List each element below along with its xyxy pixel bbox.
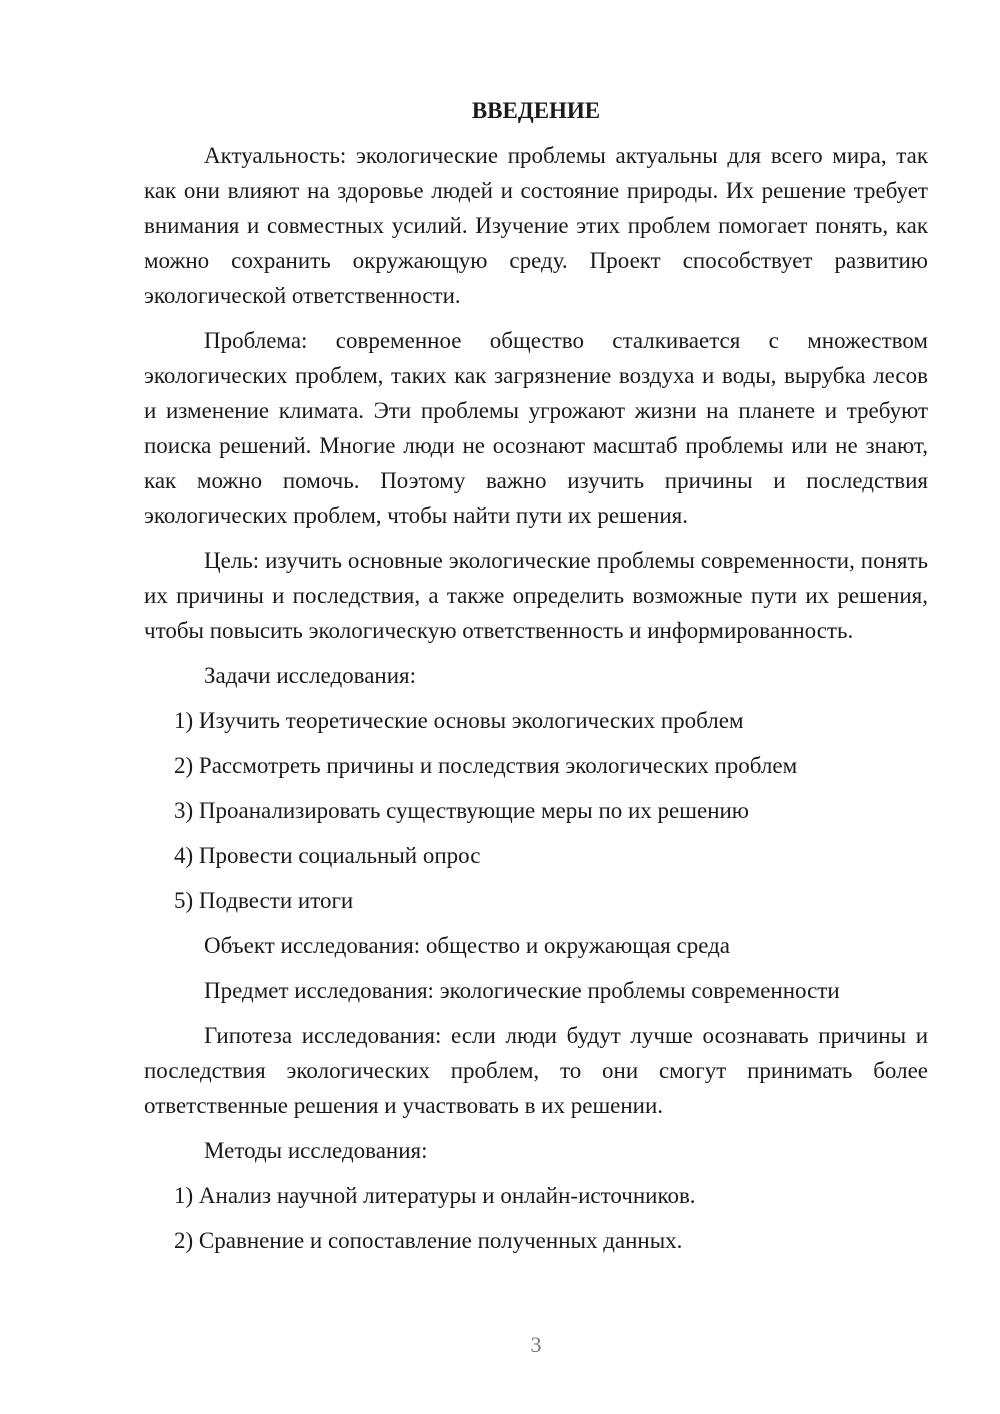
list-item: 2) Сравнение и сопоставление полученных данных. (174, 1228, 683, 1253)
list-item: 1) Изучить теоретические основы экологических проблем (174, 708, 744, 733)
methods-title: Методы исследования: (204, 1138, 428, 1163)
tasks-title: Задачи исследования: (204, 663, 417, 688)
object-line: Объект исследования: общество и окружающая среда (204, 933, 731, 958)
hypothesis-paragraph: Гипотеза исследования: если люди будут лучше осознавать причины и последствия экологических проблем, то они смогут принимать более ответственные решения и участвовать в их решении. (144, 1023, 928, 1118)
subject-line: Предмет исследования: экологические проблемы современности (204, 978, 840, 1003)
section-heading: ВВЕДЕНИЕ (471, 98, 601, 123)
list-item: 4) Провести социальный опрос (174, 843, 481, 868)
page-number: 3 (530, 1332, 542, 1357)
tasks-list (144, 703, 928, 918)
list-item: 1) Анализ научной литературы и онлайн-источников. (174, 1183, 696, 1208)
methods-list (144, 1178, 928, 1258)
relevance-paragraph: Актуальность: экологические проблемы актуальны для всего мира, так как они влияют на здоровье людей и состояние природы. Их решение требует внимания и совместных усилий. Изучение этих проблем помогает понять, как можно сохранить окружающую среду. Проект способствует развитию экологической ответственности. (144, 143, 928, 308)
list-item: 3) Проанализировать существующие меры по их решению (174, 798, 749, 823)
list-item: 5) Подвести итоги (174, 888, 354, 913)
list-item: 2) Рассмотреть причины и последствия экологических проблем (174, 753, 798, 778)
page-content (144, 96, 928, 1268)
problem-paragraph: Проблема: современное общество сталкивается с множеством экологических проблем, таких как загрязнение воздуха и воды, вырубка лесов и изменение климата. Эти проблемы угрожают жизни на планете и требуют поиска решений. Многие люди не осознают масштаб проблемы или не знают, как можно помочь. Поэтому важно изучить причины и последствия экологических проблем, чтобы найти пути их решения. (144, 328, 928, 528)
goal-paragraph: Цель: изучить основные экологические проблемы современности, понять их причины и последствия, а также определить возможные пути их решения, чтобы повысить экологическую ответственность и информированность. (144, 548, 928, 643)
